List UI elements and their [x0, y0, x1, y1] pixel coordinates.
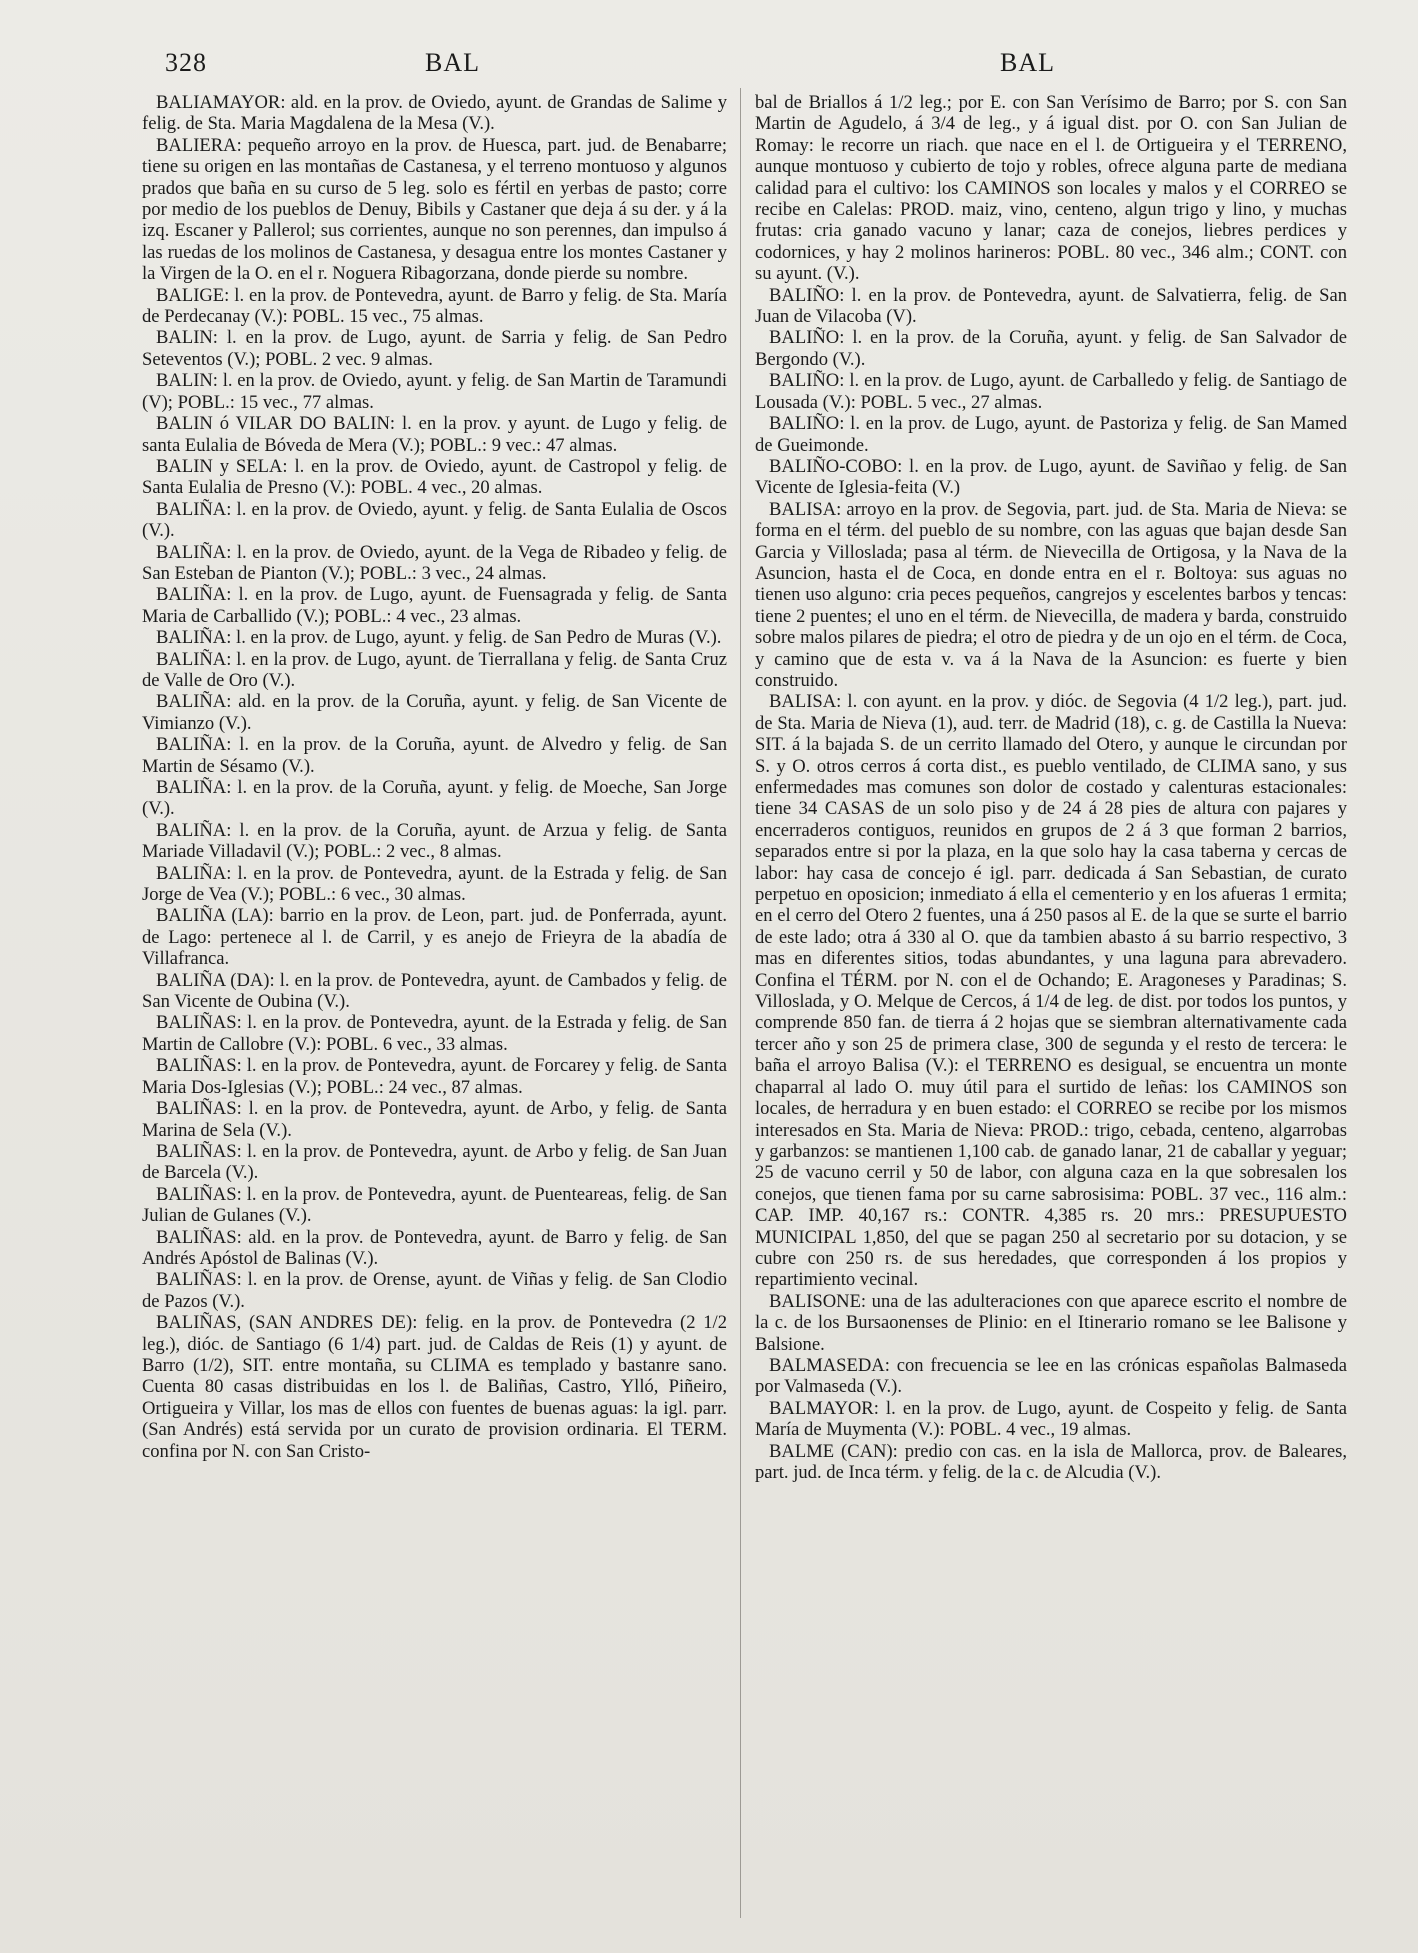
entry: BALIN: l. en la prov. de Oviedo, ayunt. y felig. de San Martin de Taramundi (V); POBL.: 15 vec., 77 almas.: [142, 370, 727, 413]
entry: BALIÑAS: l. en la prov. de Pontevedra, ayunt. de Puenteareas, felig. de San Julian de Gulanes (V.).: [142, 1183, 727, 1227]
entry: BALMAYOR: l. en la prov. de Lugo, ayunt. de Cospeito y felig. de Santa María de Muymenta (V.): POBL. 4 vec., 19 almas.: [755, 1397, 1347, 1441]
entry: BALMASEDA: con frecuencia se lee en las crónicas españolas Balmaseda por Valmaseda (V.).: [755, 1354, 1347, 1398]
entry: BALIÑA: l. en la prov. de Pontevedra, ayunt. de la Estrada y felig. de San Jorge de Vea (V.); POBL.: 6 vec., 30 almas.: [142, 862, 727, 906]
entry: BALIÑAS: l. en la prov. de Orense, ayunt. de Viñas y felig. de San Clodio de Pazos (V.).: [142, 1269, 727, 1312]
entry: BALIÑO: l. en la prov. de Pontevedra, ayunt. de Salvatierra, felig. de San Juan de Vilacoba (V).: [755, 284, 1347, 328]
page-number: 328: [165, 48, 207, 77]
entry: BALIÑO-COBO: l. en la prov. de Lugo, ayunt. de Saviñao y felig. de San Vicente de Iglesia-feita (V.): [755, 455, 1347, 499]
entry: BALIÑA: l. en la prov. de la Coruña, ayunt. de Alvedro y felig. de San Martin de Sésamo (V.).: [142, 734, 727, 777]
entry: BALIN y SELA: l. en la prov. de Oviedo, ayunt. de Castropol y felig. de Santa Eulalia de Presno (V.): POBL. 4 vec., 20 almas.: [142, 455, 727, 499]
entry: BALIÑA: l. en la prov. de Lugo, ayunt. y felig. de San Pedro de Muras (V.).: [156, 627, 722, 649]
entry: BALIAMAYOR: ald. en la prov. de Oviedo, ayunt. de Grandas de Salime y felig. de Sta. Maria Magdalena de la Mesa (V.).: [142, 92, 727, 135]
entry: BALIÑA (DA): l. en la prov. de Pontevedra, ayunt. de Cambados y felig. de San Vicente de Oubina (V.).: [142, 969, 727, 1013]
entry: BALIGE: l. en la prov. de Pontevedra, ayunt. de Barro y felig. de Sta. María de Perdecanay (V.): POBL. 15 vec., 75 almas.: [142, 284, 727, 328]
entry: BALIERA: pequeño arroyo en la prov. de Huesca, part. jud. de Benabarre; tiene su origen en las montañas de Castanesa, y el terreno montuoso y algunos prados que baña en su curso de 5 leg. solo es fértil en yerbas de pasto; corre por medio de los pueblos de Denuy, Bibils y Castaner que deja á su der. y á la izq. Escaner y Pallerol; sus corrientes, aunque no son perennes, dan impulso á las ruedas de los molinos de Castanesa, y desagua entre los montes Castaner y la Virgen de la O. en el r. Noguera Ribagorzana, donde pierde su nombre.: [142, 134, 727, 285]
right-column: [755, 92, 1347, 1483]
entry: BALIÑAS: l. en la prov. de Pontevedra, ayunt. de Arbo y felig. de San Juan de Barcela (V.).: [142, 1140, 727, 1184]
entry: BALIÑA: l. en la prov. de la Coruña, ayunt. de Arzua y felig. de Santa Mariade Villadavil (V.); POBL.: 2 vec., 8 almas.: [142, 819, 727, 863]
right-running-head: BAL: [1000, 48, 1055, 77]
entry: BALIN ó VILAR DO BALIN: l. en la prov. y ayunt. de Lugo y felig. de santa Eulalia de Bóveda de Mera (V.); POBL.: 9 vec.: 47 almas.: [142, 413, 727, 456]
entry: BALISA: arroyo en la prov. de Segovia, part. jud. de Sta. Maria de Nieva: se forma en el térm. del pueblo de su nombre, con las aguas que bajan desde San Garcia y Villoslada; pasa al térm. de Nievecilla de Ortigosa, y la Nava de la Asuncion, hasta el de Coca, en donde entra en el r. Boltoya: sus aguas no tienen uso alguno: cria peces pequeños, cangrejos y escelentes barbos y tencas: tiene 2 puentes; el uno en el térm. de Nievecilla, de madera y barda, construido sobre malos pilares de piedra; el otro de piedra y de un ojo en el térm. de Coca, y camino que de esta v. va á la Nava de la Asuncion: es fuerte y bien construido.: [755, 498, 1347, 691]
left-running-head: BAL: [425, 48, 480, 77]
entry: BALISONE: una de las adulteraciones con que aparece escrito el nombre de la c. de los Bursaonenses de Plinio: en el Itinerario romano se lee Balisone y Balsione.: [755, 1290, 1347, 1355]
left-column: [142, 92, 727, 1462]
entry: BALIÑA: l. en la prov. de Oviedo, ayunt. y felig. de Santa Eulalia de Oscos (V.).: [142, 498, 727, 542]
entry: BALIÑA (LA): barrio en la prov. de Leon, part. jud. de Ponferrada, ayunt. de Lago: pertenece al l. de Carril, y es anejo de Frieyra de la abadía de Villafranca.: [142, 905, 727, 970]
entry: BALIÑAS, (SAN ANDRES DE): felig. en la prov. de Pontevedra (2 1/2 leg.), dióc. de Santiago (6 1/4) part. jud. de Caldas de Reis (1) y ayunt. de Barro (1/2), SIT. entre montaña, su CLIMA es templado y bastanre sano. Cuenta 80 casas distribuidas en los l. de Baliñas, Castro, Ylló, Piñeiro, Ortigueira y Villar, los mas de ellos con fuentes de buenas aguas: la igl. parr. (San Andrés) está servida por un curato de provision ordinaria. El TERM. confina por N. con San Cristo-: [142, 1312, 727, 1462]
entry: BALIÑO: l. en la prov. de Lugo, ayunt. de Carballedo y felig. de Santiago de Lousada (V.): POBL. 5 vec., 27 almas.: [755, 370, 1347, 413]
entry: BALIÑAS: l. en la prov. de Pontevedra, ayunt. de Arbo, y felig. de Santa Marina de Sela (V.).: [142, 1098, 727, 1141]
entry: BALIÑA: ald. en la prov. de la Coruña, ayunt. y felig. de San Vicente de Vimianzo (V.).: [142, 691, 727, 734]
entry: BALIN: l. en la prov. de Lugo, ayunt. de Sarria y felig. de San Pedro Seteventos (V.); POBL. 2 vec. 9 almas.: [142, 327, 727, 370]
column-divider: [740, 88, 741, 1918]
entry: BALIÑO: l. en la prov. de la Coruña, ayunt. y felig. de San Salvador de Bergondo (V.).: [755, 327, 1347, 370]
entry: BALIÑO: l. en la prov. de Lugo, ayunt. de Pastoriza y felig. de San Mamed de Gueimonde.: [755, 413, 1347, 456]
entry: BALIÑAS: l. en la prov. de Pontevedra, ayunt. de la Estrada y felig. de San Martin de Callobre (V.): POBL. 6 vec., 33 almas.: [142, 1012, 727, 1055]
entry: BALIÑA: l. en la prov. de Lugo, ayunt. de Tierrallana y felig. de Santa Cruz de Valle de Oro (V.).: [142, 648, 727, 691]
entry: BALIÑA: l. en la prov. de Lugo, ayunt. de Fuensagrada y felig. de Santa Maria de Carballido (V.); POBL.: 4 vec., 23 almas.: [142, 584, 727, 627]
entry: BALISA: l. con ayunt. en la prov. y dióc. de Segovia (4 1/2 leg.), part. jud. de Sta. Maria de Nieva (1), aud. terr. de Madrid (18), c. g. de Castilla la Nueva: SIT. á la bajada S. de un cerrito llamado del Otero, y aunque le circundan por S. y O. otros cerros á corta dist., es pueblo ventilado, de CLIMA sano, y sus enfermedades mas comunes son dolor de costado y calenturas estacionales: tiene 34 CASAS de un solo piso y de 24 á 28 pies de altura con pajares y encerraderos contiguos, reunidos en grupos de 2 á 3 que forman 2 barrios, separados entre si por la plaza, en la que solo hay la casa taberna y cercas de labor: hay casa de concejo é igl. parr. dedicada á San Sebastian, de curato perpetuo en oposicion; inmediato á ella el cementerio y en los afueras 1 ermita; en el cerro del Otero 2 fuentes, una á 250 pasos al E. de la que se surte el barrio de este lado; otra á 330 al O. que da tambien abasto á su barrio respectivo, 3 mas en diferentes sitios, todas abundantes, y una laguna para abrevadero. Confina el TÉRM. por N. con el de Ochando; E. Aragoneses y Paradinas; S. Villoslada, y O. Melque de Cercos, á 1/4 de leg. de dist. por todos los puntos, y comprende 850 fan. de tierra á 2 hojas que se siembran alternativamente cada tercer año y son 25 de primera clase, 300 de segunda y el resto de tercera: le baña el arroyo Balisa (V.): el TERRENO es desigual, se encuentra un monte chaparral al lado O. muy útil para el surtido de leñas: los CAMINOS son locales, de herradura y en buen estado: el CORREO se recibe por los mismos interesados en Sta. Maria de Nieva: PROD.: trigo, cebada, centeno, algarrobas y garbanzos: se mantienen 1,100 cab. de ganado lanar, 21 de caballar y yeguar; 25 de vacuno cerril y 50 de labor, con alguna caza en la que sobresalen los conejos, que tienen fama por su carne sabrosisima: POBL. 37 vec., 116 alm.: CAP. IMP. 40,167 rs.: CONTR. 4,385 rs. 20 mrs.: PRESUPUESTO MUNICIPAL 1,850, del que se pagan 250 al secretario por su dotacion, y se cubre con 250 rs. de sus heredades, que corresponden á los propios y repartimiento vecinal.: [755, 691, 1347, 1291]
entry: BALIÑA: l. en la prov. de Oviedo, ayunt. de la Vega de Ribadeo y felig. de San Esteban de Pianton (V.); POBL.: 3 vec., 24 almas.: [142, 541, 727, 584]
entry: BALIÑA: l. en la prov. de la Coruña, ayunt. y felig. de Moeche, San Jorge (V.).: [142, 777, 727, 820]
entry-continuation: bal de Briallos á 1/2 leg.; por E. con San Verísimo de Barro; por S. con San Martin de Agudelo, á 3/4 de leg., y á igual dist. por O. con San Julian de Romay: le recorre un riach. que nace en el l. de Ortigueira y el TERRENO, aunque montuoso y cubierto de tojo y robles, ofrece alguna parte de mediana calidad para el cultivo: los CAMINOS son locales y malos y el CORREO se recibe en Calelas: PROD. maiz, vino, centeno, algun trigo y lino, y muchas frutas: cria ganado vacuno y lanar; caza de conejos, liebres perdices y codornices, y hay 2 molinos harineros: POBL. 80 vec., 346 alm.; CONT. con su ayunt. (V.).: [755, 92, 1347, 285]
entry: BALIÑAS: l. en la prov. de Pontevedra, ayunt. de Forcarey y felig. de Santa Maria Dos-Iglesias (V.); POBL.: 24 vec., 87 almas.: [142, 1055, 727, 1098]
entry: BALIÑAS: ald. en la prov. de Pontevedra, ayunt. de Barro y felig. de San Andrés Apóstol de Balinas (V.).: [142, 1226, 727, 1269]
entry: BALME (CAN): predio con cas. en la isla de Mallorca, prov. de Baleares, part. jud. de Inca térm. y felig. de la c. de Alcudia (V.).: [755, 1440, 1347, 1483]
page-header: [165, 48, 1358, 88]
